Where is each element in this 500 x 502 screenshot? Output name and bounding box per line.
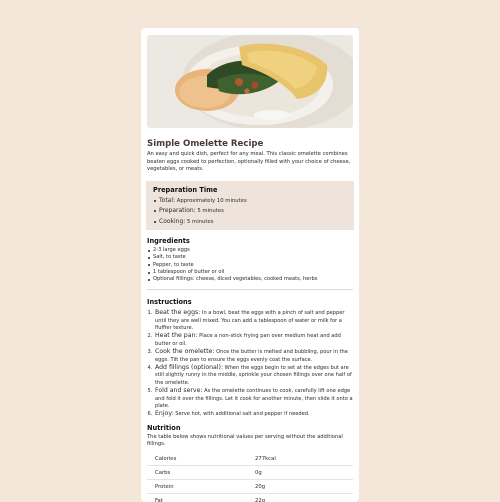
nutrient-name: Protein	[147, 480, 255, 494]
nutrition-table	[147, 452, 353, 502]
ingredient-item: Salt, to taste	[147, 254, 353, 261]
nutrition-heading: Nutrition	[147, 423, 181, 432]
omelette-photo	[147, 35, 353, 128]
ingredients-heading: Ingredients	[147, 237, 190, 246]
nutrient-value: 277kcal	[255, 452, 353, 466]
instruction-step: 2. Heat the pan: Place a non-stick frying pan over medium heat and add butter or oil.	[154, 332, 353, 348]
ingredient-item: Optional fillings: cheese, diced vegetables, cooked meats, herbs	[147, 276, 353, 283]
instructions-section	[147, 299, 353, 419]
instructions-heading: Instructions	[147, 298, 192, 307]
nutrient-value: 20g	[255, 480, 353, 494]
instruction-step: 1. Beat the eggs: In a bowl, beat the eggs with a pinch of salt and pepper until they are well mixed. You can add a tablespoon of water or milk for a fluffier texture.	[154, 309, 353, 332]
recipe-title: Simple Omelette Recipe	[147, 139, 264, 149]
nutrition-section	[147, 425, 353, 502]
ingredient-item: 1 tablespoon of butter or oil	[147, 269, 353, 276]
recipe-intro: An easy and quick dish, perfect for any meal. This classic omelette combines beaten eggs cooked to perfection, optionally filled with your choice of cheese, vegetables, or meats.	[147, 151, 351, 173]
instruction-step: 5. Fold and serve: As the omelette continues to cook, carefully lift one edge and fold it over the fillings. Let it cook for another minute, then slide it onto a plate.	[154, 387, 353, 410]
instruction-step: 3. Cook the omelette: Once the butter is melted and bubbling, pour in the eggs. Tilt the pan to ensure the eggs evenly coat the surface.	[154, 348, 353, 364]
ingredients-list	[147, 247, 353, 283]
prep-item-cooking: Cooking: 5 minutes	[153, 217, 347, 228]
instruction-step: 4. Add fillings (optional): When the eggs begin to set at the edges but are still slightly runny in the middle, sprinkle your chosen fillings over one half of the omelette.	[154, 364, 353, 387]
instruction-step: 6. Enjoy: Serve hot, with additional salt and pepper if needed.	[154, 410, 353, 418]
nutrient-name: Calories	[147, 452, 255, 466]
prep-list	[153, 196, 347, 228]
preparation-time-box	[146, 181, 354, 230]
nutrition-note: The table below shows nutritional values per serving without the additional fillings.	[147, 433, 343, 448]
instructions-list	[147, 309, 353, 419]
ingredient-item: 2-3 large eggs	[147, 247, 353, 254]
table-row	[147, 480, 353, 494]
prep-item-total: Total: Approximately 10 minutes	[153, 196, 347, 207]
recipe-card	[141, 28, 359, 502]
table-row	[147, 452, 353, 466]
nutrient-value: 22g	[255, 494, 353, 502]
nutrient-name: Fat	[147, 494, 255, 502]
section-divider	[147, 289, 353, 290]
prep-item-preparation: Preparation: 5 minutes	[153, 206, 347, 217]
ingredients-section	[147, 238, 353, 283]
ingredient-item: Pepper, to taste	[147, 262, 353, 269]
nutrient-name: Carbs	[147, 466, 255, 480]
table-row	[147, 466, 353, 480]
table-row	[147, 494, 353, 502]
prep-heading: Preparation Time	[153, 185, 218, 194]
nutrient-value: 0g	[255, 466, 353, 480]
